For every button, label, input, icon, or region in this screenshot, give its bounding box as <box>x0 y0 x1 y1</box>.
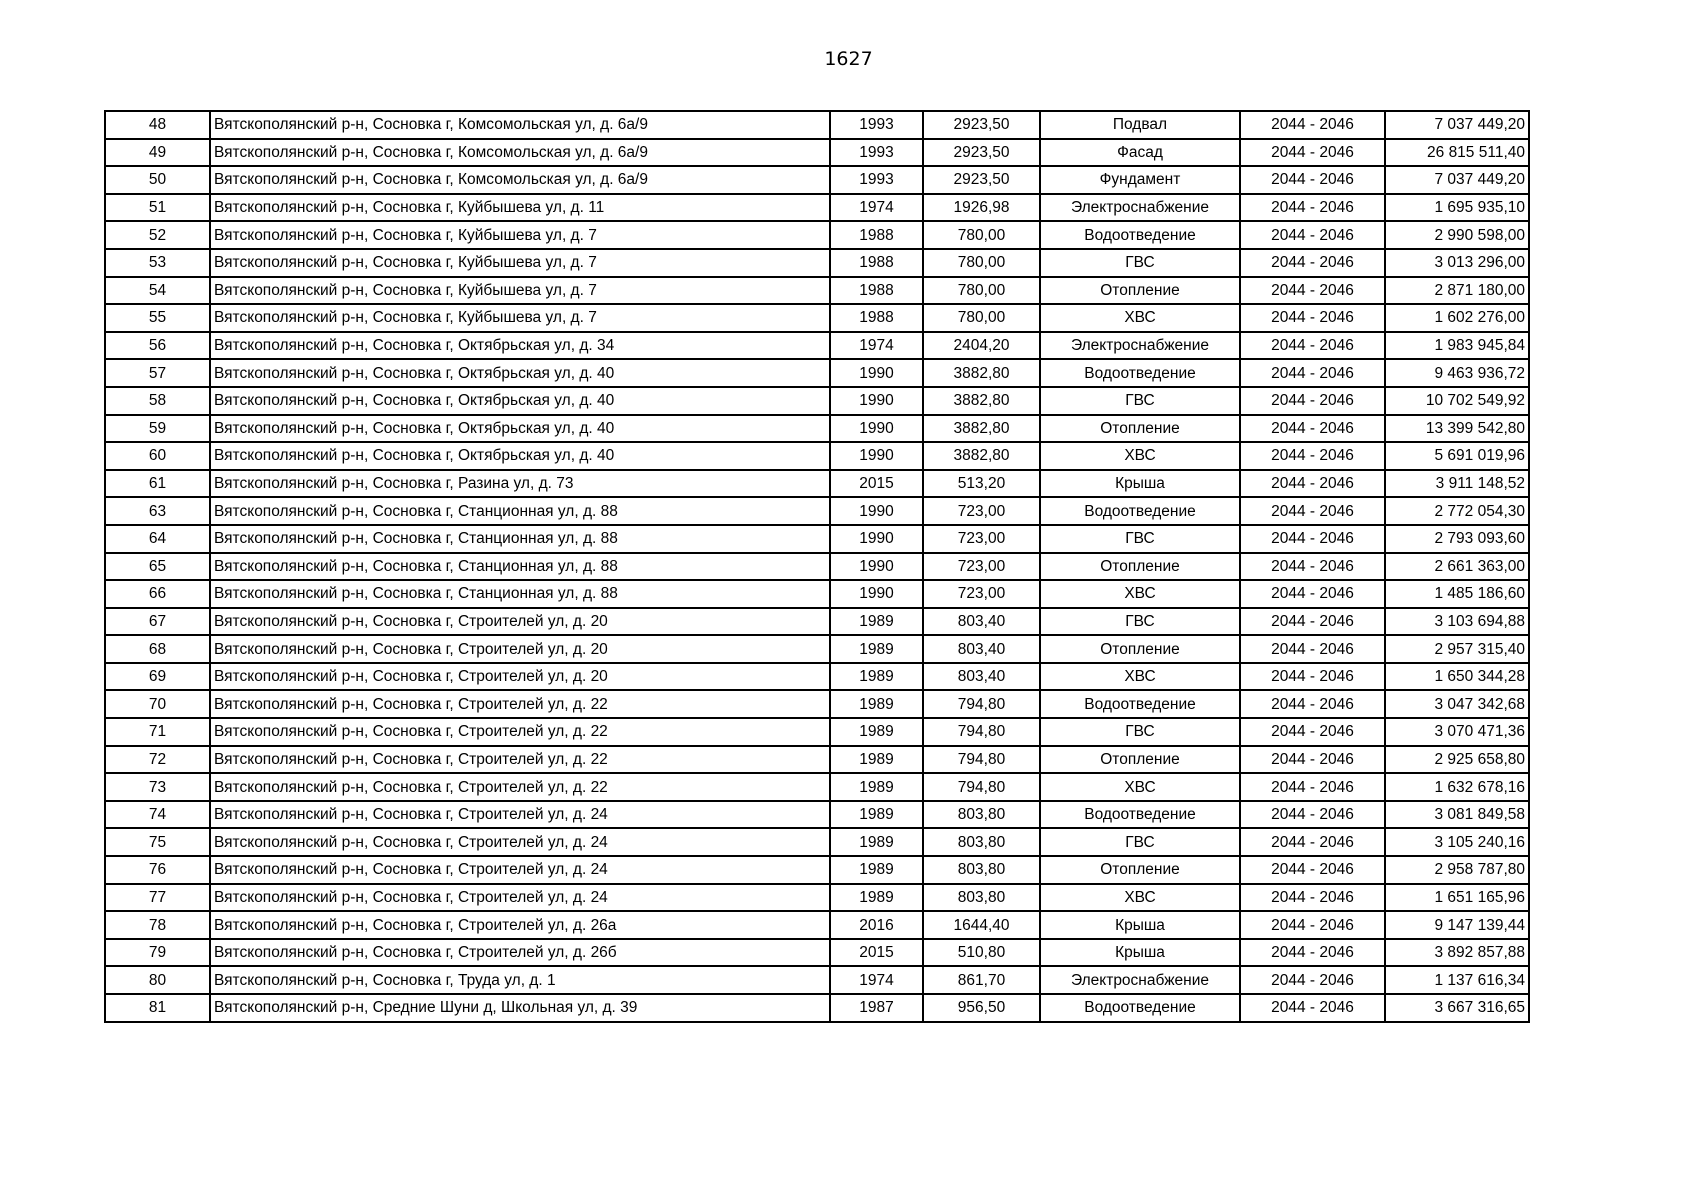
work-type-cell: Водоотведение <box>1040 994 1240 1022</box>
row-number-cell: 60 <box>105 442 210 470</box>
table-row <box>105 415 1529 443</box>
work-type-cell: Отопление <box>1040 746 1240 774</box>
build-year-cell: 1990 <box>830 387 923 415</box>
build-year-cell: 1990 <box>830 415 923 443</box>
cost-cell: 3 892 857,88 <box>1385 939 1529 967</box>
cost-cell: 5 691 019,96 <box>1385 442 1529 470</box>
work-type-cell: ГВС <box>1040 249 1240 277</box>
cost-cell: 2 661 363,00 <box>1385 553 1529 581</box>
period-cell: 2044 - 2046 <box>1240 332 1385 360</box>
row-number-cell: 63 <box>105 497 210 525</box>
period-cell: 2044 - 2046 <box>1240 911 1385 939</box>
table-row <box>105 139 1529 167</box>
period-cell: 2044 - 2046 <box>1240 663 1385 691</box>
row-number-cell: 72 <box>105 746 210 774</box>
area-cell: 3882,80 <box>923 415 1040 443</box>
build-year-cell: 2015 <box>830 470 923 498</box>
work-type-cell: Фундамент <box>1040 166 1240 194</box>
address-cell: Вятскополянский р-н, Сосновка г, Куйбышева ул, д. 7 <box>210 221 830 249</box>
table-row <box>105 884 1529 912</box>
period-cell: 2044 - 2046 <box>1240 801 1385 829</box>
cost-cell: 1 485 186,60 <box>1385 580 1529 608</box>
build-year-cell: 1974 <box>830 966 923 994</box>
row-number-cell: 57 <box>105 359 210 387</box>
area-cell: 861,70 <box>923 966 1040 994</box>
cost-cell: 2 957 315,40 <box>1385 635 1529 663</box>
build-year-cell: 1990 <box>830 525 923 553</box>
table-row <box>105 746 1529 774</box>
address-cell: Вятскополянский р-н, Сосновка г, Строителей ул, д. 24 <box>210 856 830 884</box>
table-row <box>105 939 1529 967</box>
table-row <box>105 966 1529 994</box>
cost-cell: 26 815 511,40 <box>1385 139 1529 167</box>
work-type-cell: ХВС <box>1040 773 1240 801</box>
table-row <box>105 663 1529 691</box>
row-number-cell: 81 <box>105 994 210 1022</box>
address-cell: Вятскополянский р-н, Сосновка г, Станционная ул, д. 88 <box>210 497 830 525</box>
build-year-cell: 1993 <box>830 166 923 194</box>
cost-cell: 9 463 936,72 <box>1385 359 1529 387</box>
table-row <box>105 525 1529 553</box>
address-cell: Вятскополянский р-н, Сосновка г, Разина ул, д. 73 <box>210 470 830 498</box>
work-type-cell: ХВС <box>1040 442 1240 470</box>
address-cell: Вятскополянский р-н, Сосновка г, Строителей ул, д. 20 <box>210 663 830 691</box>
address-cell: Вятскополянский р-н, Сосновка г, Куйбышева ул, д. 7 <box>210 277 830 305</box>
build-year-cell: 1989 <box>830 635 923 663</box>
row-number-cell: 51 <box>105 194 210 222</box>
work-type-cell: Электроснабжение <box>1040 332 1240 360</box>
row-number-cell: 75 <box>105 828 210 856</box>
build-year-cell: 2016 <box>830 911 923 939</box>
table-row <box>105 442 1529 470</box>
address-cell: Вятскополянский р-н, Сосновка г, Куйбышева ул, д. 7 <box>210 304 830 332</box>
area-cell: 510,80 <box>923 939 1040 967</box>
work-type-cell: ГВС <box>1040 608 1240 636</box>
row-number-cell: 71 <box>105 718 210 746</box>
address-cell: Вятскополянский р-н, Сосновка г, Комсомольская ул, д. 6а/9 <box>210 166 830 194</box>
build-year-cell: 1989 <box>830 663 923 691</box>
period-cell: 2044 - 2046 <box>1240 139 1385 167</box>
cost-cell: 2 871 180,00 <box>1385 277 1529 305</box>
build-year-cell: 1989 <box>830 718 923 746</box>
table-row <box>105 553 1529 581</box>
area-cell: 803,80 <box>923 856 1040 884</box>
build-year-cell: 1989 <box>830 856 923 884</box>
work-type-cell: Крыша <box>1040 939 1240 967</box>
cost-cell: 3 047 342,68 <box>1385 690 1529 718</box>
row-number-cell: 78 <box>105 911 210 939</box>
work-type-cell: ГВС <box>1040 718 1240 746</box>
row-number-cell: 58 <box>105 387 210 415</box>
build-year-cell: 1990 <box>830 442 923 470</box>
area-cell: 2923,50 <box>923 166 1040 194</box>
work-type-cell: ХВС <box>1040 580 1240 608</box>
row-number-cell: 61 <box>105 470 210 498</box>
address-cell: Вятскополянский р-н, Сосновка г, Труда ул, д. 1 <box>210 966 830 994</box>
build-year-cell: 1987 <box>830 994 923 1022</box>
table-row <box>105 304 1529 332</box>
address-cell: Вятскополянский р-н, Сосновка г, Строителей ул, д. 26а <box>210 911 830 939</box>
cost-cell: 1 602 276,00 <box>1385 304 1529 332</box>
address-cell: Вятскополянский р-н, Сосновка г, Строителей ул, д. 22 <box>210 690 830 718</box>
table-row <box>105 332 1529 360</box>
period-cell: 2044 - 2046 <box>1240 553 1385 581</box>
area-cell: 780,00 <box>923 304 1040 332</box>
table-row <box>105 773 1529 801</box>
area-cell: 803,40 <box>923 663 1040 691</box>
address-cell: Вятскополянский р-н, Сосновка г, Куйбышева ул, д. 11 <box>210 194 830 222</box>
area-cell: 723,00 <box>923 553 1040 581</box>
cost-cell: 13 399 542,80 <box>1385 415 1529 443</box>
address-cell: Вятскополянский р-н, Сосновка г, Октябрьская ул, д. 34 <box>210 332 830 360</box>
row-number-cell: 64 <box>105 525 210 553</box>
address-cell: Вятскополянский р-н, Сосновка г, Строителей ул, д. 20 <box>210 635 830 663</box>
build-year-cell: 1989 <box>830 801 923 829</box>
period-cell: 2044 - 2046 <box>1240 884 1385 912</box>
cost-cell: 3 103 694,88 <box>1385 608 1529 636</box>
work-type-cell: ГВС <box>1040 525 1240 553</box>
row-number-cell: 67 <box>105 608 210 636</box>
cost-cell: 2 925 658,80 <box>1385 746 1529 774</box>
area-cell: 794,80 <box>923 718 1040 746</box>
cost-cell: 9 147 139,44 <box>1385 911 1529 939</box>
work-type-cell: Водоотведение <box>1040 221 1240 249</box>
table-row <box>105 635 1529 663</box>
row-number-cell: 65 <box>105 553 210 581</box>
period-cell: 2044 - 2046 <box>1240 166 1385 194</box>
address-cell: Вятскополянский р-н, Сосновка г, Октябрьская ул, д. 40 <box>210 442 830 470</box>
area-cell: 1644,40 <box>923 911 1040 939</box>
cost-cell: 10 702 549,92 <box>1385 387 1529 415</box>
cost-cell: 3 081 849,58 <box>1385 801 1529 829</box>
period-cell: 2044 - 2046 <box>1240 635 1385 663</box>
table-row <box>105 194 1529 222</box>
row-number-cell: 52 <box>105 221 210 249</box>
row-number-cell: 59 <box>105 415 210 443</box>
period-cell: 2044 - 2046 <box>1240 277 1385 305</box>
row-number-cell: 79 <box>105 939 210 967</box>
build-year-cell: 1993 <box>830 111 923 139</box>
period-cell: 2044 - 2046 <box>1240 525 1385 553</box>
address-cell: Вятскополянский р-н, Сосновка г, Станционная ул, д. 88 <box>210 580 830 608</box>
period-cell: 2044 - 2046 <box>1240 939 1385 967</box>
cost-cell: 3 667 316,65 <box>1385 994 1529 1022</box>
period-cell: 2044 - 2046 <box>1240 221 1385 249</box>
table-body <box>105 111 1529 1022</box>
table-row <box>105 359 1529 387</box>
table-row <box>105 911 1529 939</box>
table-row <box>105 470 1529 498</box>
area-cell: 723,00 <box>923 580 1040 608</box>
work-type-cell: ГВС <box>1040 387 1240 415</box>
build-year-cell: 1989 <box>830 690 923 718</box>
area-cell: 3882,80 <box>923 359 1040 387</box>
table-row <box>105 856 1529 884</box>
work-type-cell: Отопление <box>1040 415 1240 443</box>
cost-cell: 1 650 344,28 <box>1385 663 1529 691</box>
period-cell: 2044 - 2046 <box>1240 304 1385 332</box>
build-year-cell: 1989 <box>830 828 923 856</box>
work-type-cell: Отопление <box>1040 635 1240 663</box>
period-cell: 2044 - 2046 <box>1240 194 1385 222</box>
table-row <box>105 690 1529 718</box>
cost-cell: 1 651 165,96 <box>1385 884 1529 912</box>
work-type-cell: Подвал <box>1040 111 1240 139</box>
work-type-cell: Отопление <box>1040 553 1240 581</box>
address-cell: Вятскополянский р-н, Сосновка г, Строителей ул, д. 24 <box>210 828 830 856</box>
address-cell: Вятскополянский р-н, Сосновка г, Строителей ул, д. 24 <box>210 801 830 829</box>
table-row <box>105 580 1529 608</box>
area-cell: 803,40 <box>923 608 1040 636</box>
address-cell: Вятскополянский р-н, Сосновка г, Строителей ул, д. 22 <box>210 746 830 774</box>
table-row <box>105 387 1529 415</box>
build-year-cell: 1988 <box>830 221 923 249</box>
work-type-cell: Водоотведение <box>1040 359 1240 387</box>
address-cell: Вятскополянский р-н, Сосновка г, Октябрьская ул, д. 40 <box>210 415 830 443</box>
work-type-cell: ХВС <box>1040 304 1240 332</box>
table-row <box>105 994 1529 1022</box>
area-cell: 780,00 <box>923 249 1040 277</box>
table-row <box>105 608 1529 636</box>
row-number-cell: 49 <box>105 139 210 167</box>
build-year-cell: 1988 <box>830 277 923 305</box>
address-cell: Вятскополянский р-н, Сосновка г, Строителей ул, д. 20 <box>210 608 830 636</box>
cost-cell: 2 958 787,80 <box>1385 856 1529 884</box>
work-type-cell: Электроснабжение <box>1040 194 1240 222</box>
period-cell: 2044 - 2046 <box>1240 442 1385 470</box>
address-cell: Вятскополянский р-н, Сосновка г, Комсомольская ул, д. 6а/9 <box>210 139 830 167</box>
cost-cell: 2 772 054,30 <box>1385 497 1529 525</box>
table-row <box>105 166 1529 194</box>
address-cell: Вятскополянский р-н, Сосновка г, Строителей ул, д. 22 <box>210 718 830 746</box>
area-cell: 803,40 <box>923 635 1040 663</box>
period-cell: 2044 - 2046 <box>1240 470 1385 498</box>
row-number-cell: 70 <box>105 690 210 718</box>
row-number-cell: 77 <box>105 884 210 912</box>
table-row <box>105 111 1529 139</box>
work-type-cell: Электроснабжение <box>1040 966 1240 994</box>
cost-cell: 2 793 093,60 <box>1385 525 1529 553</box>
period-cell: 2044 - 2046 <box>1240 387 1385 415</box>
row-number-cell: 68 <box>105 635 210 663</box>
cost-cell: 7 037 449,20 <box>1385 166 1529 194</box>
table-row <box>105 828 1529 856</box>
work-type-cell: Крыша <box>1040 470 1240 498</box>
row-number-cell: 53 <box>105 249 210 277</box>
area-cell: 803,80 <box>923 801 1040 829</box>
cost-cell: 2 990 598,00 <box>1385 221 1529 249</box>
period-cell: 2044 - 2046 <box>1240 249 1385 277</box>
build-year-cell: 1990 <box>830 497 923 525</box>
build-year-cell: 1989 <box>830 773 923 801</box>
address-cell: Вятскополянский р-н, Сосновка г, Куйбышева ул, д. 7 <box>210 249 830 277</box>
build-year-cell: 1993 <box>830 139 923 167</box>
period-cell: 2044 - 2046 <box>1240 415 1385 443</box>
address-cell: Вятскополянский р-н, Сосновка г, Комсомольская ул, д. 6а/9 <box>210 111 830 139</box>
page-number: 1627 <box>824 48 873 70</box>
work-type-cell: ГВС <box>1040 828 1240 856</box>
build-year-cell: 1988 <box>830 249 923 277</box>
area-cell: 780,00 <box>923 221 1040 249</box>
cost-cell: 3 105 240,16 <box>1385 828 1529 856</box>
build-year-cell: 1990 <box>830 553 923 581</box>
period-cell: 2044 - 2046 <box>1240 966 1385 994</box>
address-cell: Вятскополянский р-н, Сосновка г, Строителей ул, д. 22 <box>210 773 830 801</box>
area-cell: 3882,80 <box>923 442 1040 470</box>
period-cell: 2044 - 2046 <box>1240 994 1385 1022</box>
area-cell: 956,50 <box>923 994 1040 1022</box>
table-row <box>105 718 1529 746</box>
row-number-cell: 66 <box>105 580 210 608</box>
work-type-cell: Водоотведение <box>1040 690 1240 718</box>
build-year-cell: 1989 <box>830 884 923 912</box>
address-cell: Вятскополянский р-н, Сосновка г, Строителей ул, д. 24 <box>210 884 830 912</box>
area-cell: 723,00 <box>923 525 1040 553</box>
table-row <box>105 497 1529 525</box>
area-cell: 803,80 <box>923 884 1040 912</box>
table-row <box>105 801 1529 829</box>
work-type-cell: Отопление <box>1040 277 1240 305</box>
area-cell: 803,80 <box>923 828 1040 856</box>
address-cell: Вятскополянский р-н, Сосновка г, Строителей ул, д. 26б <box>210 939 830 967</box>
period-cell: 2044 - 2046 <box>1240 856 1385 884</box>
work-type-cell: ХВС <box>1040 884 1240 912</box>
address-cell: Вятскополянский р-н, Сосновка г, Октябрьская ул, д. 40 <box>210 359 830 387</box>
area-cell: 794,80 <box>923 746 1040 774</box>
build-year-cell: 2015 <box>830 939 923 967</box>
table-row <box>105 249 1529 277</box>
cost-cell: 3 911 148,52 <box>1385 470 1529 498</box>
cost-cell: 1 695 935,10 <box>1385 194 1529 222</box>
cost-cell: 1 983 945,84 <box>1385 332 1529 360</box>
period-cell: 2044 - 2046 <box>1240 608 1385 636</box>
area-cell: 2404,20 <box>923 332 1040 360</box>
period-cell: 2044 - 2046 <box>1240 580 1385 608</box>
area-cell: 3882,80 <box>923 387 1040 415</box>
repair-schedule-table <box>104 110 1530 1023</box>
period-cell: 2044 - 2046 <box>1240 746 1385 774</box>
row-number-cell: 74 <box>105 801 210 829</box>
row-number-cell: 54 <box>105 277 210 305</box>
period-cell: 2044 - 2046 <box>1240 111 1385 139</box>
build-year-cell: 1988 <box>830 304 923 332</box>
row-number-cell: 48 <box>105 111 210 139</box>
build-year-cell: 1989 <box>830 608 923 636</box>
cost-cell: 3 013 296,00 <box>1385 249 1529 277</box>
cost-cell: 3 070 471,36 <box>1385 718 1529 746</box>
build-year-cell: 1990 <box>830 359 923 387</box>
period-cell: 2044 - 2046 <box>1240 497 1385 525</box>
period-cell: 2044 - 2046 <box>1240 773 1385 801</box>
period-cell: 2044 - 2046 <box>1240 690 1385 718</box>
work-type-cell: ХВС <box>1040 663 1240 691</box>
cost-cell: 1 632 678,16 <box>1385 773 1529 801</box>
address-cell: Вятскополянский р-н, Сосновка г, Станционная ул, д. 88 <box>210 525 830 553</box>
area-cell: 794,80 <box>923 690 1040 718</box>
area-cell: 2923,50 <box>923 139 1040 167</box>
table-row <box>105 221 1529 249</box>
address-cell: Вятскополянский р-н, Сосновка г, Октябрьская ул, д. 40 <box>210 387 830 415</box>
row-number-cell: 80 <box>105 966 210 994</box>
period-cell: 2044 - 2046 <box>1240 718 1385 746</box>
build-year-cell: 1974 <box>830 194 923 222</box>
area-cell: 794,80 <box>923 773 1040 801</box>
address-cell: Вятскополянский р-н, Сосновка г, Станционная ул, д. 88 <box>210 553 830 581</box>
cost-cell: 7 037 449,20 <box>1385 111 1529 139</box>
work-type-cell: Водоотведение <box>1040 801 1240 829</box>
address-cell: Вятскополянский р-н, Средние Шуни д, Школьная ул, д. 39 <box>210 994 830 1022</box>
work-type-cell: Водоотведение <box>1040 497 1240 525</box>
row-number-cell: 56 <box>105 332 210 360</box>
work-type-cell: Крыша <box>1040 911 1240 939</box>
build-year-cell: 1989 <box>830 746 923 774</box>
row-number-cell: 73 <box>105 773 210 801</box>
area-cell: 1926,98 <box>923 194 1040 222</box>
work-type-cell: Отопление <box>1040 856 1240 884</box>
period-cell: 2044 - 2046 <box>1240 828 1385 856</box>
period-cell: 2044 - 2046 <box>1240 359 1385 387</box>
row-number-cell: 55 <box>105 304 210 332</box>
row-number-cell: 76 <box>105 856 210 884</box>
build-year-cell: 1990 <box>830 580 923 608</box>
area-cell: 723,00 <box>923 497 1040 525</box>
table-row <box>105 277 1529 305</box>
area-cell: 2923,50 <box>923 111 1040 139</box>
area-cell: 780,00 <box>923 277 1040 305</box>
build-year-cell: 1974 <box>830 332 923 360</box>
row-number-cell: 69 <box>105 663 210 691</box>
cost-cell: 1 137 616,34 <box>1385 966 1529 994</box>
area-cell: 513,20 <box>923 470 1040 498</box>
work-type-cell: Фасад <box>1040 139 1240 167</box>
row-number-cell: 50 <box>105 166 210 194</box>
